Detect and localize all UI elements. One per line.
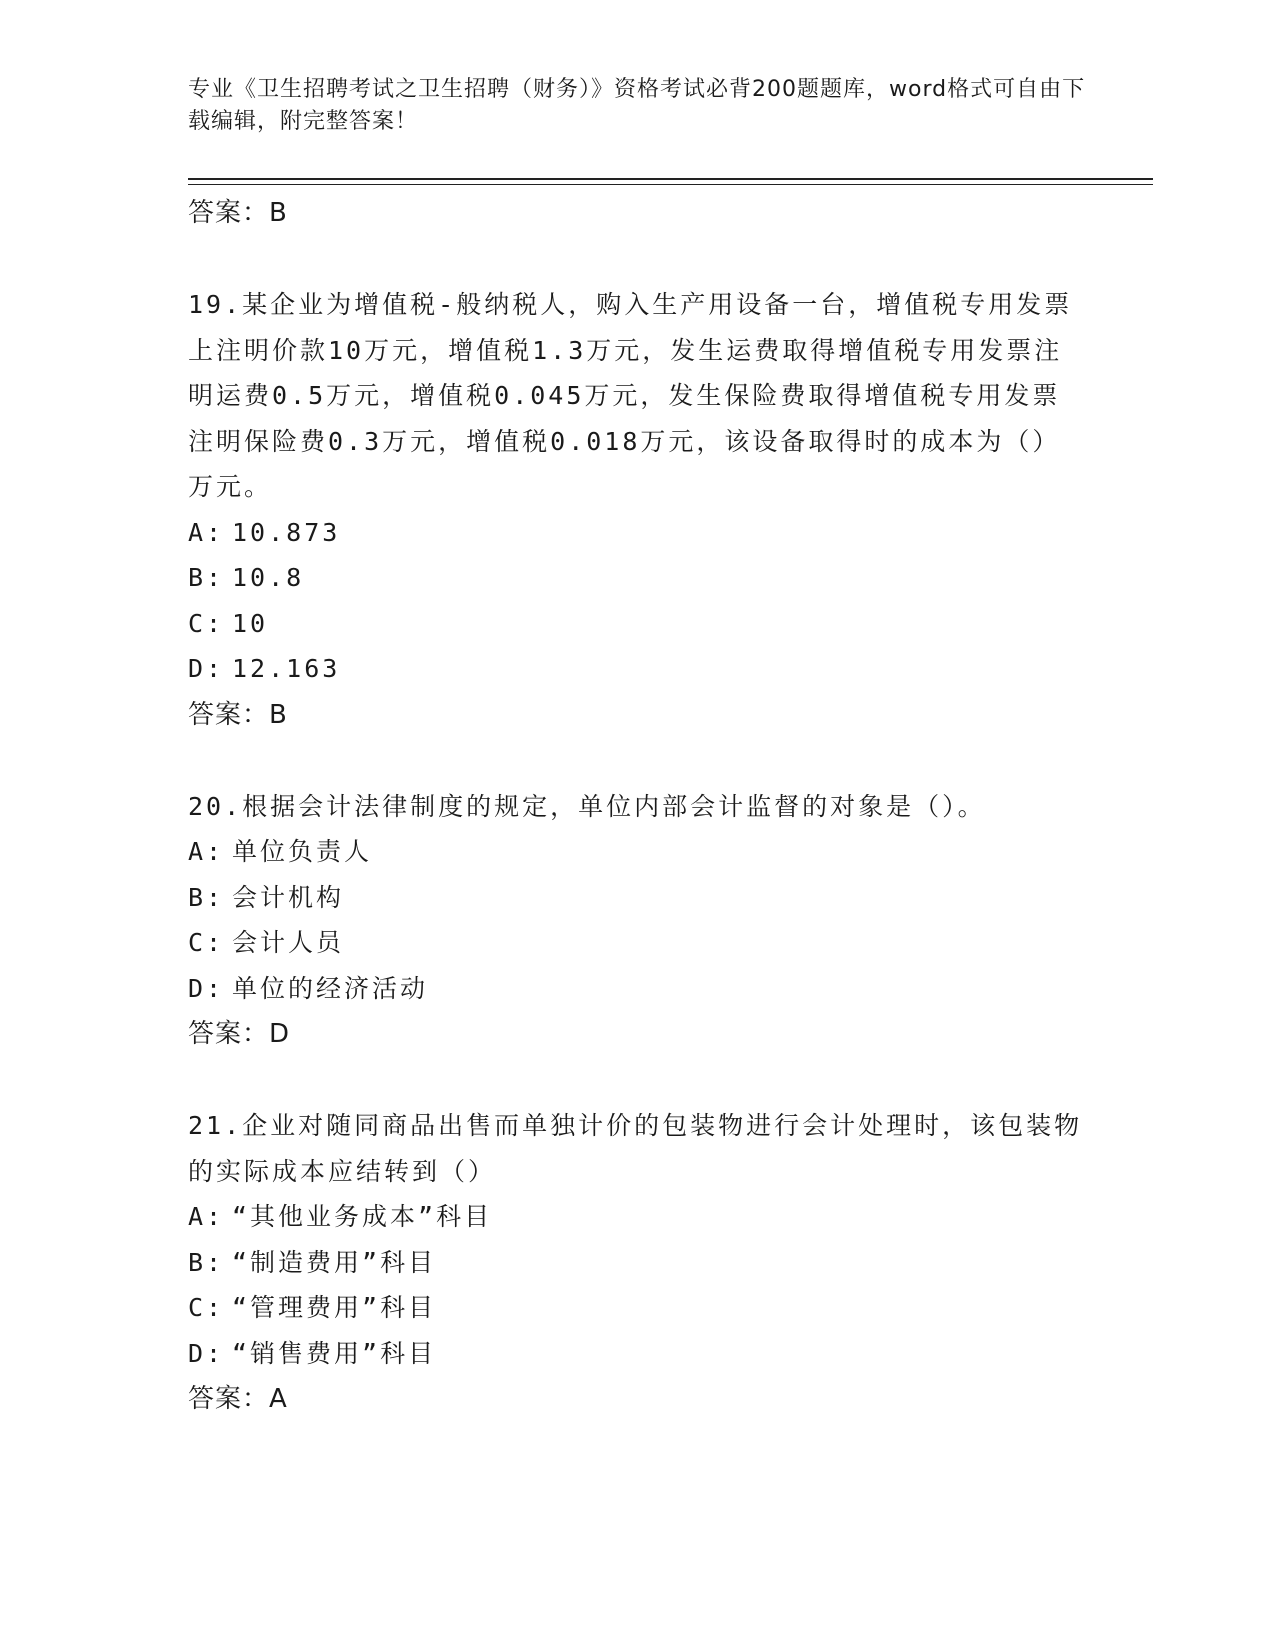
option-d bbox=[188, 1331, 1088, 1377]
spacer bbox=[188, 738, 1088, 784]
option-text: 会计机构 bbox=[232, 882, 345, 912]
option-b bbox=[188, 875, 1088, 921]
option-a bbox=[188, 510, 1088, 556]
option-text: 单位的经济活动 bbox=[232, 973, 429, 1003]
option-d bbox=[188, 966, 1088, 1012]
option-label: B: bbox=[188, 1247, 225, 1277]
option-c bbox=[188, 1285, 1088, 1331]
option-label: A: bbox=[188, 1202, 225, 1231]
option-text: 10.873 bbox=[232, 517, 341, 547]
option-text: 单位负责人 bbox=[232, 837, 373, 866]
option-text: “销售费用”科目 bbox=[232, 1338, 437, 1368]
answer-line: 答案：B bbox=[188, 699, 288, 730]
option-label: A: bbox=[188, 837, 225, 866]
question-text: 21.企业对随同商品出售而单独计价的包装物进行会计处理时，该包装物的实际成本应结转到（） bbox=[188, 1111, 1083, 1186]
option-c bbox=[188, 920, 1088, 966]
answer-line: 答案：D bbox=[188, 1019, 291, 1049]
option-text: 会计人员 bbox=[232, 928, 345, 957]
option-text: 10 bbox=[232, 608, 269, 638]
question-21 bbox=[188, 1103, 1088, 1422]
option-label: D: bbox=[188, 973, 225, 1003]
option-text: “管理费用”科目 bbox=[232, 1293, 437, 1322]
option-label: C: bbox=[188, 1293, 225, 1322]
option-label: C: bbox=[188, 608, 225, 638]
option-label: C: bbox=[188, 928, 225, 957]
option-a bbox=[188, 1194, 1088, 1240]
spacer bbox=[188, 236, 1088, 282]
option-label: D: bbox=[188, 654, 225, 683]
header-divider-thin bbox=[188, 184, 1153, 185]
option-d bbox=[188, 646, 1088, 692]
option-text: 10.8 bbox=[232, 563, 305, 592]
option-c bbox=[188, 601, 1088, 647]
option-text: “制造费用”科目 bbox=[232, 1247, 437, 1277]
question-19 bbox=[188, 282, 1088, 738]
option-label: B: bbox=[188, 563, 225, 592]
option-b bbox=[188, 555, 1088, 601]
option-a bbox=[188, 829, 1088, 875]
option-b bbox=[188, 1240, 1088, 1286]
option-label: B: bbox=[188, 882, 225, 912]
header-divider-thick bbox=[188, 178, 1153, 180]
question-text: 19.某企业为增值税-般纳税人，购入生产用设备一台，增值税专用发票上注明价款10万元，增值税1.3万元，发生运费取得增值税专用发票注明运费0.5万元，增值税0.045万元，发生保险费取得增值税专用发票注明保险费0.3万元，增值税0.018万元，该设备取得时的成本为（）万元。 bbox=[188, 290, 1073, 501]
option-label: D: bbox=[188, 1338, 225, 1368]
question-20 bbox=[188, 784, 1088, 1058]
document-body bbox=[188, 190, 1088, 1422]
option-label: A: bbox=[188, 517, 225, 547]
question-text: 20.根据会计法律制度的规定，单位内部会计监督的对象是（）。 bbox=[188, 791, 986, 821]
answer-line: 答案：B bbox=[188, 198, 288, 228]
option-text: 12.163 bbox=[232, 654, 341, 683]
answer-line: 答案：A bbox=[188, 1384, 288, 1414]
option-text: “其他业务成本”科目 bbox=[232, 1202, 493, 1231]
spacer bbox=[188, 1057, 1088, 1103]
document-header: 专业《卫生招聘考试之卫生招聘（财务）》资格考试必背200题题库，word格式可自由下载编辑，附完整答案！ bbox=[188, 77, 1086, 134]
